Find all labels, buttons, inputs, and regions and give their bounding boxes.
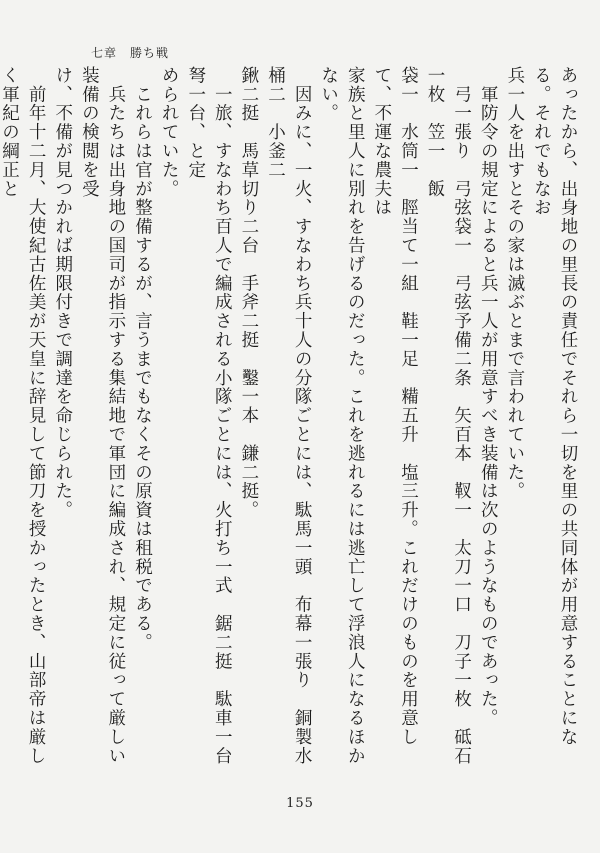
text-line: 前年十二月、大使紀古佐美が天皇に辞見して節刀を授かったとき、山部帝は厳しく軍紀の綱正と: [0, 66, 47, 766]
running-head: 七章 勝ち戦: [91, 46, 170, 60]
text-line: あったから、出身地の里長の責任でそれら一切を里の共同体が用意することになる。それでもなお: [531, 66, 578, 747]
text-line: 弓一張り 弓弦袋一 弓弦予備二条 矢百本 靫一 太刀一口 刀子一枚 砥石一枚 笠一 飯: [425, 66, 472, 766]
text-line: 因みに、一火、すなわち兵十人の分隊ごとには、駄馬一頭 布幕一張り 銅製水桶二 小釜二: [265, 66, 313, 766]
text-line: 兵たちは出身地の国司が指示する集結地で軍団に編成され、規定に従って厳しい装備の検閲を受: [79, 66, 126, 766]
text-line: 家族と里人に別れを告げるのだった。これを逃れるには逃亡して浮浪人になるほかない。: [318, 66, 366, 766]
text-line: これらは官が整備するが、言うまでもなくその原資は租税である。: [132, 66, 153, 652]
text-line: け、不備が見つかれば期限付きで調達を命じられた。: [52, 66, 73, 520]
text-line: 袋一 水筒一 脛当て一組 鞋一足 糒五升 塩三升。これだけのものを用意して、不運な農夫は: [371, 66, 419, 747]
text-line: 兵一人を出すとその家は滅ぶとまで言われていた。: [504, 66, 525, 501]
page-number: 155: [286, 796, 314, 811]
text-line: 鍬二挺 馬草切り二台 手斧二挺 鑿一本 鎌二挺。: [238, 66, 259, 520]
text-line: められていた。: [159, 66, 180, 199]
body-text: [0, 66, 581, 785]
text-line: 一旅、すなわち百人で編成される小隊ごとには、火打ち一式 鋸二挺 駄車一台 弩一台、と定: [185, 66, 233, 785]
text-line: 軍防令の規定によると兵一人が用意すべき装備は次のようなものであった。: [478, 66, 499, 728]
